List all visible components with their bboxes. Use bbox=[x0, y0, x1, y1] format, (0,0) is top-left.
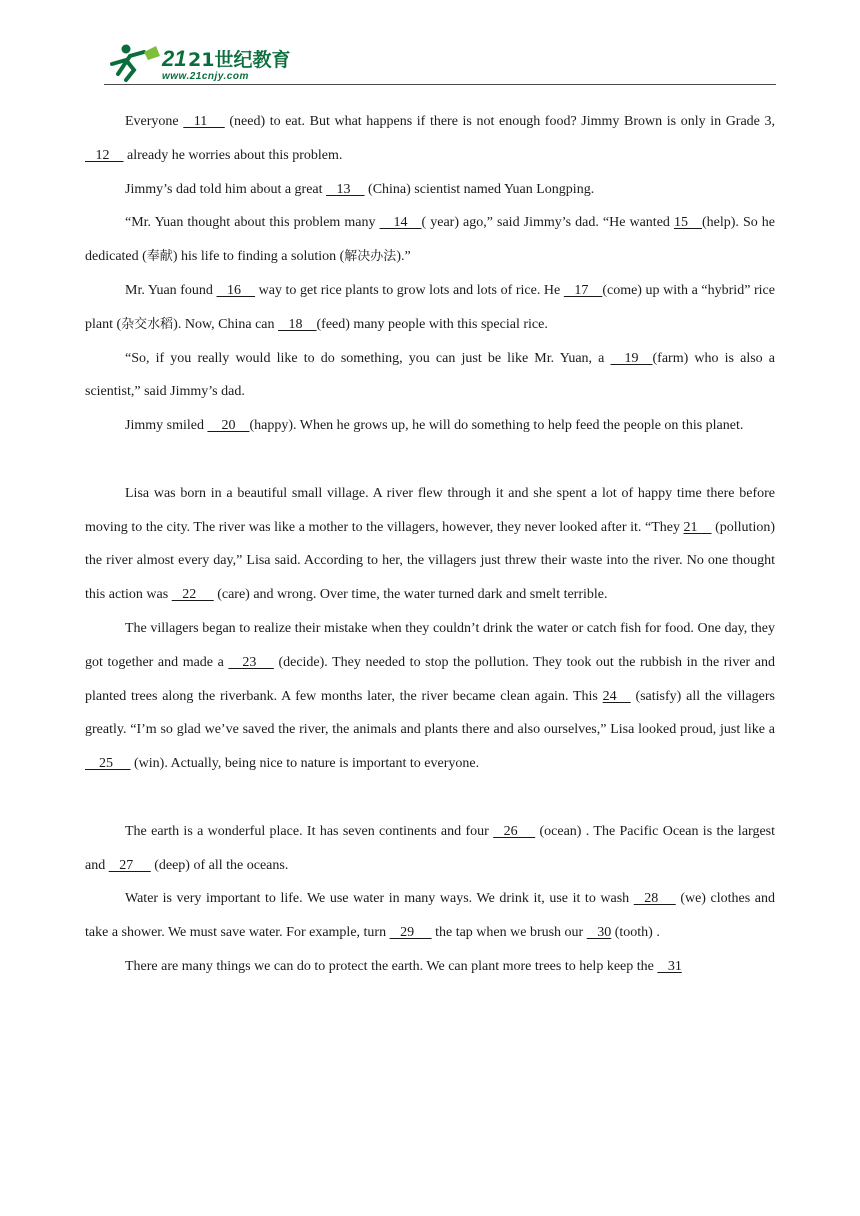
paragraph-7: Lisa was born in a beautiful small village. A river flew through it and she spent a lot of happy time there before moving to the city. The river was like a mother to the villagers, however, they never looked after it. “They 21 (pollution) the river almost every day,” Lisa said. According to her, the villagers just threw their waste into the river. No one thought this action was 22 (care) and wrong. Over time, the water turned dark and smelt terrible. bbox=[85, 477, 775, 612]
page-header bbox=[104, 40, 776, 87]
blank-29[interactable]: 29 bbox=[389, 925, 432, 941]
paragraph-10: Water is very important to life. We use water in many ways. We drink it, use it to wash 28 (we) clothes and take a shower. We must save water. For example, turn 29 the tap when we brush our 30 (tooth) . bbox=[85, 882, 775, 950]
blank-21[interactable]: 21 bbox=[683, 519, 712, 535]
paragraph-6: Jimmy smiled 20 (happy). When he grows up, he will do something to help feed the people on this planet. bbox=[85, 409, 775, 443]
blank-13[interactable]: 13 bbox=[326, 181, 365, 197]
blank-12[interactable]: 12 bbox=[85, 147, 124, 163]
21cnjy-logo bbox=[104, 40, 291, 82]
paragraph-3: “Mr. Yuan thought about this problem many 14 ( year) ago,” said Jimmy’s dad. “He wanted 15 (help). So he dedicated (奉献) his life to finding a solution (解决办法).” bbox=[85, 206, 775, 274]
paragraph-11: There are many things we can do to protect the earth. We can plant more trees to help keep the 31 bbox=[85, 950, 775, 984]
paragraph-9: The earth is a wonderful place. It has seven continents and four 26 (ocean) . The Pacific Ocean is the largest and 27 (deep) of all the oceans. bbox=[85, 815, 775, 883]
blank-31[interactable]: 31 bbox=[657, 958, 682, 974]
svg-text:21: 21 bbox=[162, 46, 187, 71]
blank-14[interactable]: 14 bbox=[379, 215, 422, 231]
blank-17[interactable]: 17 bbox=[563, 282, 603, 298]
paragraph-5: “So, if you really would like to do something, you can just be like Mr. Yuan, a 19 (farm) who is also a scientist,” said Jimmy’s dad. bbox=[85, 342, 775, 410]
paragraph-1: Everyone 11 (need) to eat. But what happens if there is not enough food? Jimmy Brown is only in Grade 3, 12 already he worries about this problem. bbox=[85, 105, 775, 173]
paragraph-gap bbox=[85, 781, 775, 815]
paragraph-8: The villagers began to realize their mistake when they couldn’t drink the water or catch fish for food. One day, they got together and made a 23 (decide). They needed to stop the pollution. They took out the rubbish in the river and planted trees along the riverbank. A few months later, the river became clean again. This 24 (satisfy) all the villagers greatly. “I’m so glad we’ve saved the river, the animals and plants there and also ourselves,” Lisa looked proud, just like a 25 (win). Actually, being nice to nature is important to everyone. bbox=[85, 612, 775, 781]
blank-20[interactable]: 20 bbox=[207, 418, 250, 434]
paragraph-gap bbox=[85, 443, 775, 477]
document-body bbox=[85, 105, 775, 984]
blank-28[interactable]: 28 bbox=[633, 891, 676, 907]
svg-text:www.21cnjy.com: www.21cnjy.com bbox=[162, 71, 249, 82]
paragraph-4: Mr. Yuan found 16 way to get rice plants to grow lots and lots of rice. He 17 (come) up with a “hybrid” rice plant (杂交水稻). Now, China can 18 (feed) many people with this special rice. bbox=[85, 274, 775, 342]
blank-26[interactable]: 26 bbox=[493, 823, 536, 839]
blank-30[interactable]: 30 bbox=[586, 925, 612, 941]
blank-27[interactable]: 27 bbox=[108, 857, 151, 873]
blank-18[interactable]: 18 bbox=[278, 316, 317, 332]
blank-19[interactable]: 19 bbox=[610, 350, 653, 366]
blank-23[interactable]: 23 bbox=[228, 654, 274, 670]
svg-text:21世纪教育: 21世纪教育 bbox=[188, 49, 291, 71]
blank-16[interactable]: 16 bbox=[216, 282, 256, 298]
blank-22[interactable]: 22 bbox=[171, 587, 214, 603]
paragraph-2: Jimmy’s dad told him about a great 13 (China) scientist named Yuan Longping. bbox=[85, 173, 775, 207]
blank-24[interactable]: 24 bbox=[602, 688, 631, 704]
blank-15[interactable]: 15 bbox=[673, 215, 702, 231]
header-rule bbox=[104, 84, 776, 85]
blank-25[interactable]: 25 bbox=[85, 756, 131, 772]
blank-11[interactable]: 11 bbox=[183, 114, 225, 129]
